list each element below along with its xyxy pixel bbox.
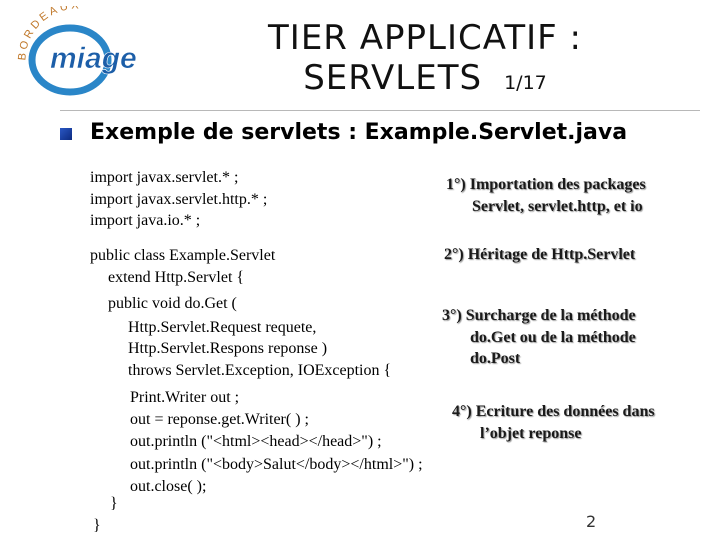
code-line-12: out.println ("<html><head></head>") ; (130, 433, 382, 450)
title-page-indicator: 1/17 (504, 72, 547, 94)
code-line-13: out.println ("<body>Salut</body></html>") ; (130, 456, 423, 473)
code-line-11: out = reponse.get.Writer( ) ; (130, 411, 309, 428)
note-4-line-2: l’objet reponse (480, 425, 582, 442)
miage-bordeaux-logo (14, 6, 154, 100)
note-3-line-3: do.Post (470, 350, 521, 367)
slide-title-line2 (190, 58, 660, 103)
title-divider (60, 110, 700, 111)
code-line-5: extend Http.Servlet { (108, 269, 245, 286)
code-line-14: out.close( ); (130, 478, 207, 495)
section-heading: Exemple de servlets : Example.Servlet.java (90, 120, 628, 145)
code-line-10: Print.Writer out ; (130, 389, 240, 406)
code-line-6: public void do.Get ( (108, 295, 237, 312)
logo-word: miage (50, 42, 137, 75)
slide-number: 2 (586, 512, 597, 531)
code-line-1: import javax.servlet.* ; (90, 169, 239, 186)
logo-arc-text: BORDEAU (16, 6, 72, 61)
code-line-3: import java.io.* ; (90, 212, 201, 229)
note-3-line-2: do.Get ou de la méthode (470, 329, 636, 346)
code-line-2: import javax.servlet.http.* ; (90, 191, 268, 208)
code-line-7: Http.Servlet.Request requete, (128, 319, 317, 336)
title-text-1: TIER APPLICATIF : (268, 18, 582, 58)
code-line-4: public class Example.Servlet (90, 247, 276, 264)
note-4-line-1: 4°) Ecriture des données dans (452, 403, 655, 420)
code-line-9: throws Servlet.Exception, IOException { (128, 362, 392, 379)
note-2: 2°) Héritage de Http.Servlet (444, 246, 636, 263)
note-1-line-2: Servlet, servlet.http, et io (472, 198, 643, 215)
code-line-8: Http.Servlet.Respons reponse ) (128, 340, 328, 357)
note-3-line-1: 3°) Surcharge de la méthode (442, 307, 636, 324)
title-text-2: SERVLETS (303, 58, 483, 98)
code-line-15: } (110, 495, 118, 512)
slide-title-line1 (190, 18, 660, 58)
note-1-line-1: 1°) Importation des packages (446, 176, 646, 193)
square-bullet-icon (60, 128, 72, 140)
code-line-16: } (93, 517, 101, 534)
